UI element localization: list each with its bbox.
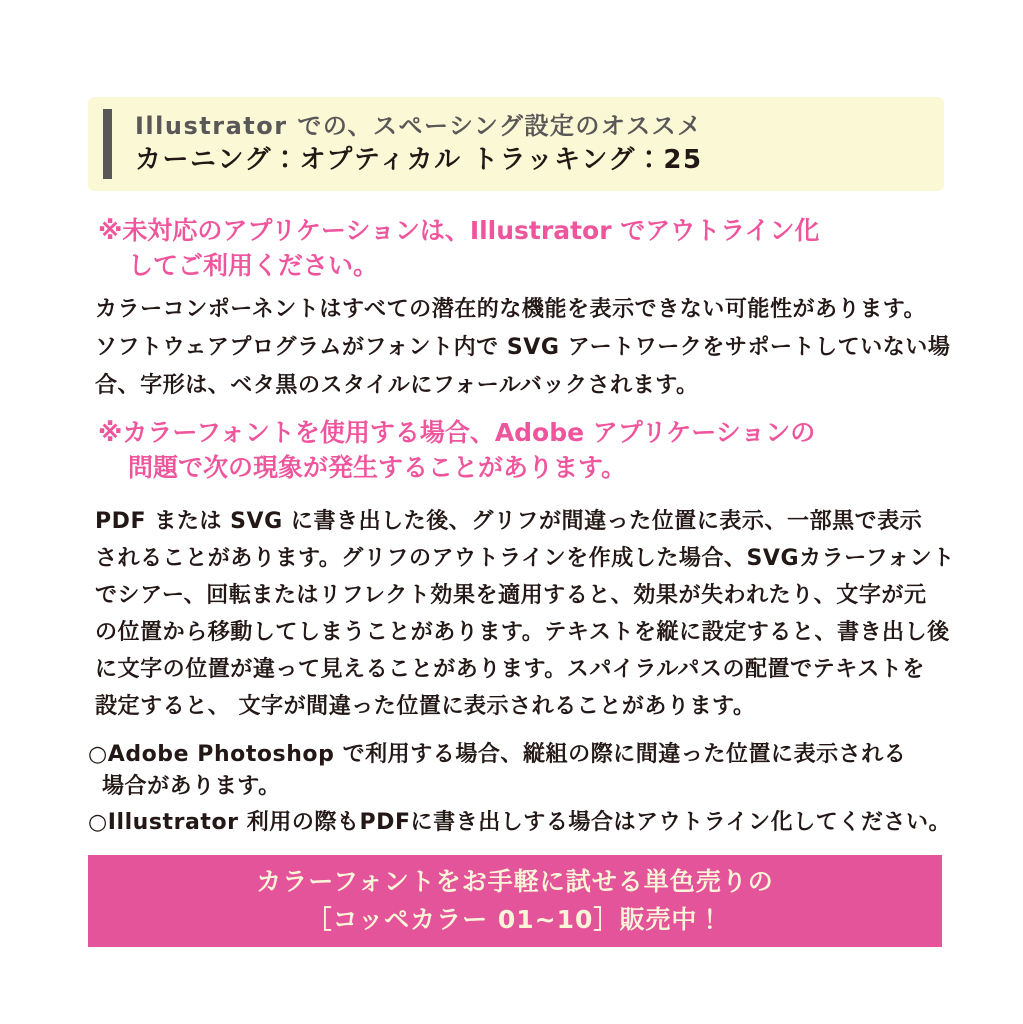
- banner-line: カラーフォントをお手軽に試せる単色売りの: [256, 867, 774, 896]
- banner-line: ［コッペカラー 01~10］販売中！: [306, 905, 724, 934]
- para-line: 設定すると、 文字が間違った位置に表示されることがあります。: [95, 694, 756, 719]
- para-line: の位置から移動してしまうことがあります。テキストを縦に設定すると、書き出し後: [95, 620, 950, 645]
- paragraph-export-issues: [95, 503, 955, 725]
- note-outline-required: [98, 213, 944, 283]
- bullet-text: Illustrator 利用の際もPDFに書き出しする場合はアウトライン化してください。: [107, 810, 952, 835]
- bullet-marker: ○: [88, 810, 108, 835]
- content: [88, 97, 955, 947]
- note-text: 未対応のアプリケーションは、Illustrator でアウトライン化: [122, 216, 820, 245]
- bullet-text: Adobe Photoshop で利用する場合、縦組の際に間違った位置に表示される: [107, 742, 907, 767]
- note-text: カラーフォントを使用する場合、Adobe アプリケーションの: [122, 418, 816, 447]
- promo-banner: [88, 855, 942, 947]
- para-line: PDF または SVG に書き出した後、グリフが間違った位置に表示、一部黒で表示: [95, 509, 923, 534]
- para-line: カラーコンポーネントはすべての潜在的な機能を表示できない可能性があります。: [95, 297, 927, 322]
- bullet-line: [88, 739, 944, 771]
- bullet-marker: ○: [88, 742, 108, 767]
- note-line: 問題で次の現象が発生することがあります。: [128, 453, 627, 482]
- bullet-photoshop: [88, 739, 944, 803]
- note-adobe-issues: [98, 415, 944, 485]
- note-line: してご利用ください。: [128, 251, 379, 280]
- header-title: Illustrator での、スペーシング設定のオススメ: [135, 112, 703, 140]
- paragraph-color-components: [95, 291, 951, 405]
- para-line: されることがあります。グリフのアウトラインを作成した場合、SVGカラーフォント: [95, 546, 955, 571]
- para-line: に文字の位置が違って見えることがあります。スパイラルパスの配置でテキストを: [95, 657, 925, 682]
- para-line: ソフトウェアプログラムがフォント内で SVG アートワークをサポートしていない場: [95, 335, 951, 360]
- bullet-line: [88, 807, 952, 839]
- note-marker: ※: [98, 216, 123, 245]
- note-line: [98, 415, 944, 450]
- bullet-line: 場合があります。: [102, 774, 281, 799]
- note-marker: ※: [98, 418, 123, 447]
- accent-bar: [103, 109, 112, 179]
- bullet-illustrator: [88, 807, 952, 839]
- note-line: [98, 213, 944, 248]
- header-subtitle: カーニング：オプティカル トラッキング：25: [135, 145, 703, 175]
- header-box: [88, 97, 944, 191]
- para-line: 合、字形は、ベタ黒のスタイルにフォールバックされます。: [95, 373, 699, 398]
- para-line: でシアー、回転またはリフレクト効果を適用すると、効果が失われたり、文字が元: [95, 583, 927, 608]
